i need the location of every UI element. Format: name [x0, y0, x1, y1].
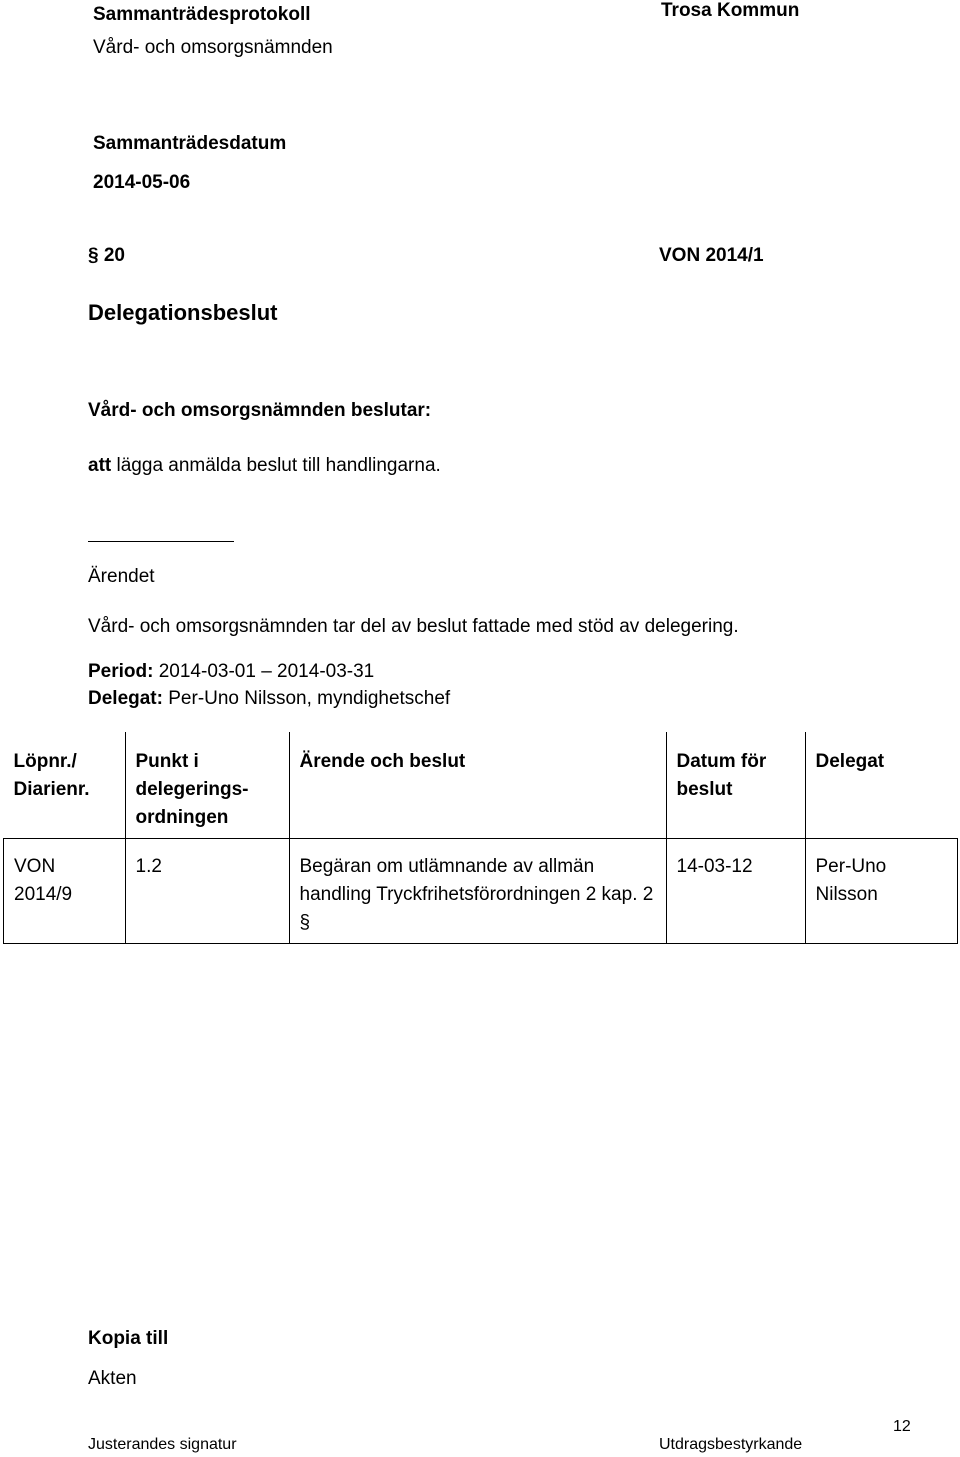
col-header-date: Datum för beslut: [666, 732, 805, 839]
document-type: Sammanträdesprotokoll: [93, 4, 311, 25]
meeting-date-label: Sammanträdesdatum: [93, 133, 287, 154]
page-number: 12: [893, 1418, 911, 1435]
col-header-delegate: Delegat: [805, 732, 958, 839]
period-label: Period:: [88, 661, 154, 682]
delegate-line: [88, 688, 450, 710]
divider: [88, 541, 234, 542]
cell-delegate: Per-Uno Nilsson: [805, 839, 958, 944]
section-sign-icon: §: [88, 245, 99, 266]
meeting-date: 2014-05-06: [93, 172, 191, 193]
cell-date: 14-03-12: [666, 839, 805, 944]
committee-name: Vård- och omsorgsnämnden: [93, 37, 333, 58]
paragraph-number-value: 20: [103, 245, 125, 266]
cell-case: VON 2014/9: [4, 839, 126, 944]
cell-point: 1.2: [125, 839, 289, 944]
cell-matter: Begäran om utlämnande av allmän handling Tryckfrihetsförordningen 2 kap. 2 §: [289, 839, 666, 944]
col-header-matter: Ärende och beslut: [289, 732, 666, 839]
delegate-label: Delegat:: [88, 688, 163, 709]
municipality-name: Trosa Kommun: [661, 0, 800, 21]
att-keyword: att: [88, 455, 112, 476]
table-row: [4, 839, 958, 944]
matter-text: Vård- och omsorgsnämnden tar del av beslut fattade med stöd av delegering.: [88, 616, 739, 637]
signature-label: Justerandes signatur: [88, 1436, 237, 1453]
copy-value: Akten: [88, 1368, 137, 1389]
period-value: 2014-03-01 – 2014-03-31: [158, 661, 375, 682]
decision-text: [88, 455, 441, 477]
page-title: Delegationsbeslut: [88, 300, 278, 325]
case-number: VON 2014/1: [659, 245, 764, 266]
decision-heading: Vård- och omsorgsnämnden beslutar:: [88, 400, 432, 421]
col-header-case: Löpnr./ Diarienr.: [4, 732, 126, 839]
delegate-value: Per-Uno Nilsson, myndighetschef: [168, 688, 451, 709]
paragraph-number: [88, 245, 125, 267]
period-line: [88, 661, 374, 683]
copy-label: Kopia till: [88, 1328, 169, 1349]
delegation-table: [3, 732, 958, 944]
table-header-row: [4, 732, 958, 839]
col-header-point: Punkt i delegerings-ordningen: [125, 732, 289, 839]
certification-label: Utdragsbestyrkande: [659, 1436, 803, 1453]
decision-body: lägga anmälda beslut till handlingarna.: [116, 455, 441, 476]
matter-heading: Ärendet: [88, 566, 155, 587]
